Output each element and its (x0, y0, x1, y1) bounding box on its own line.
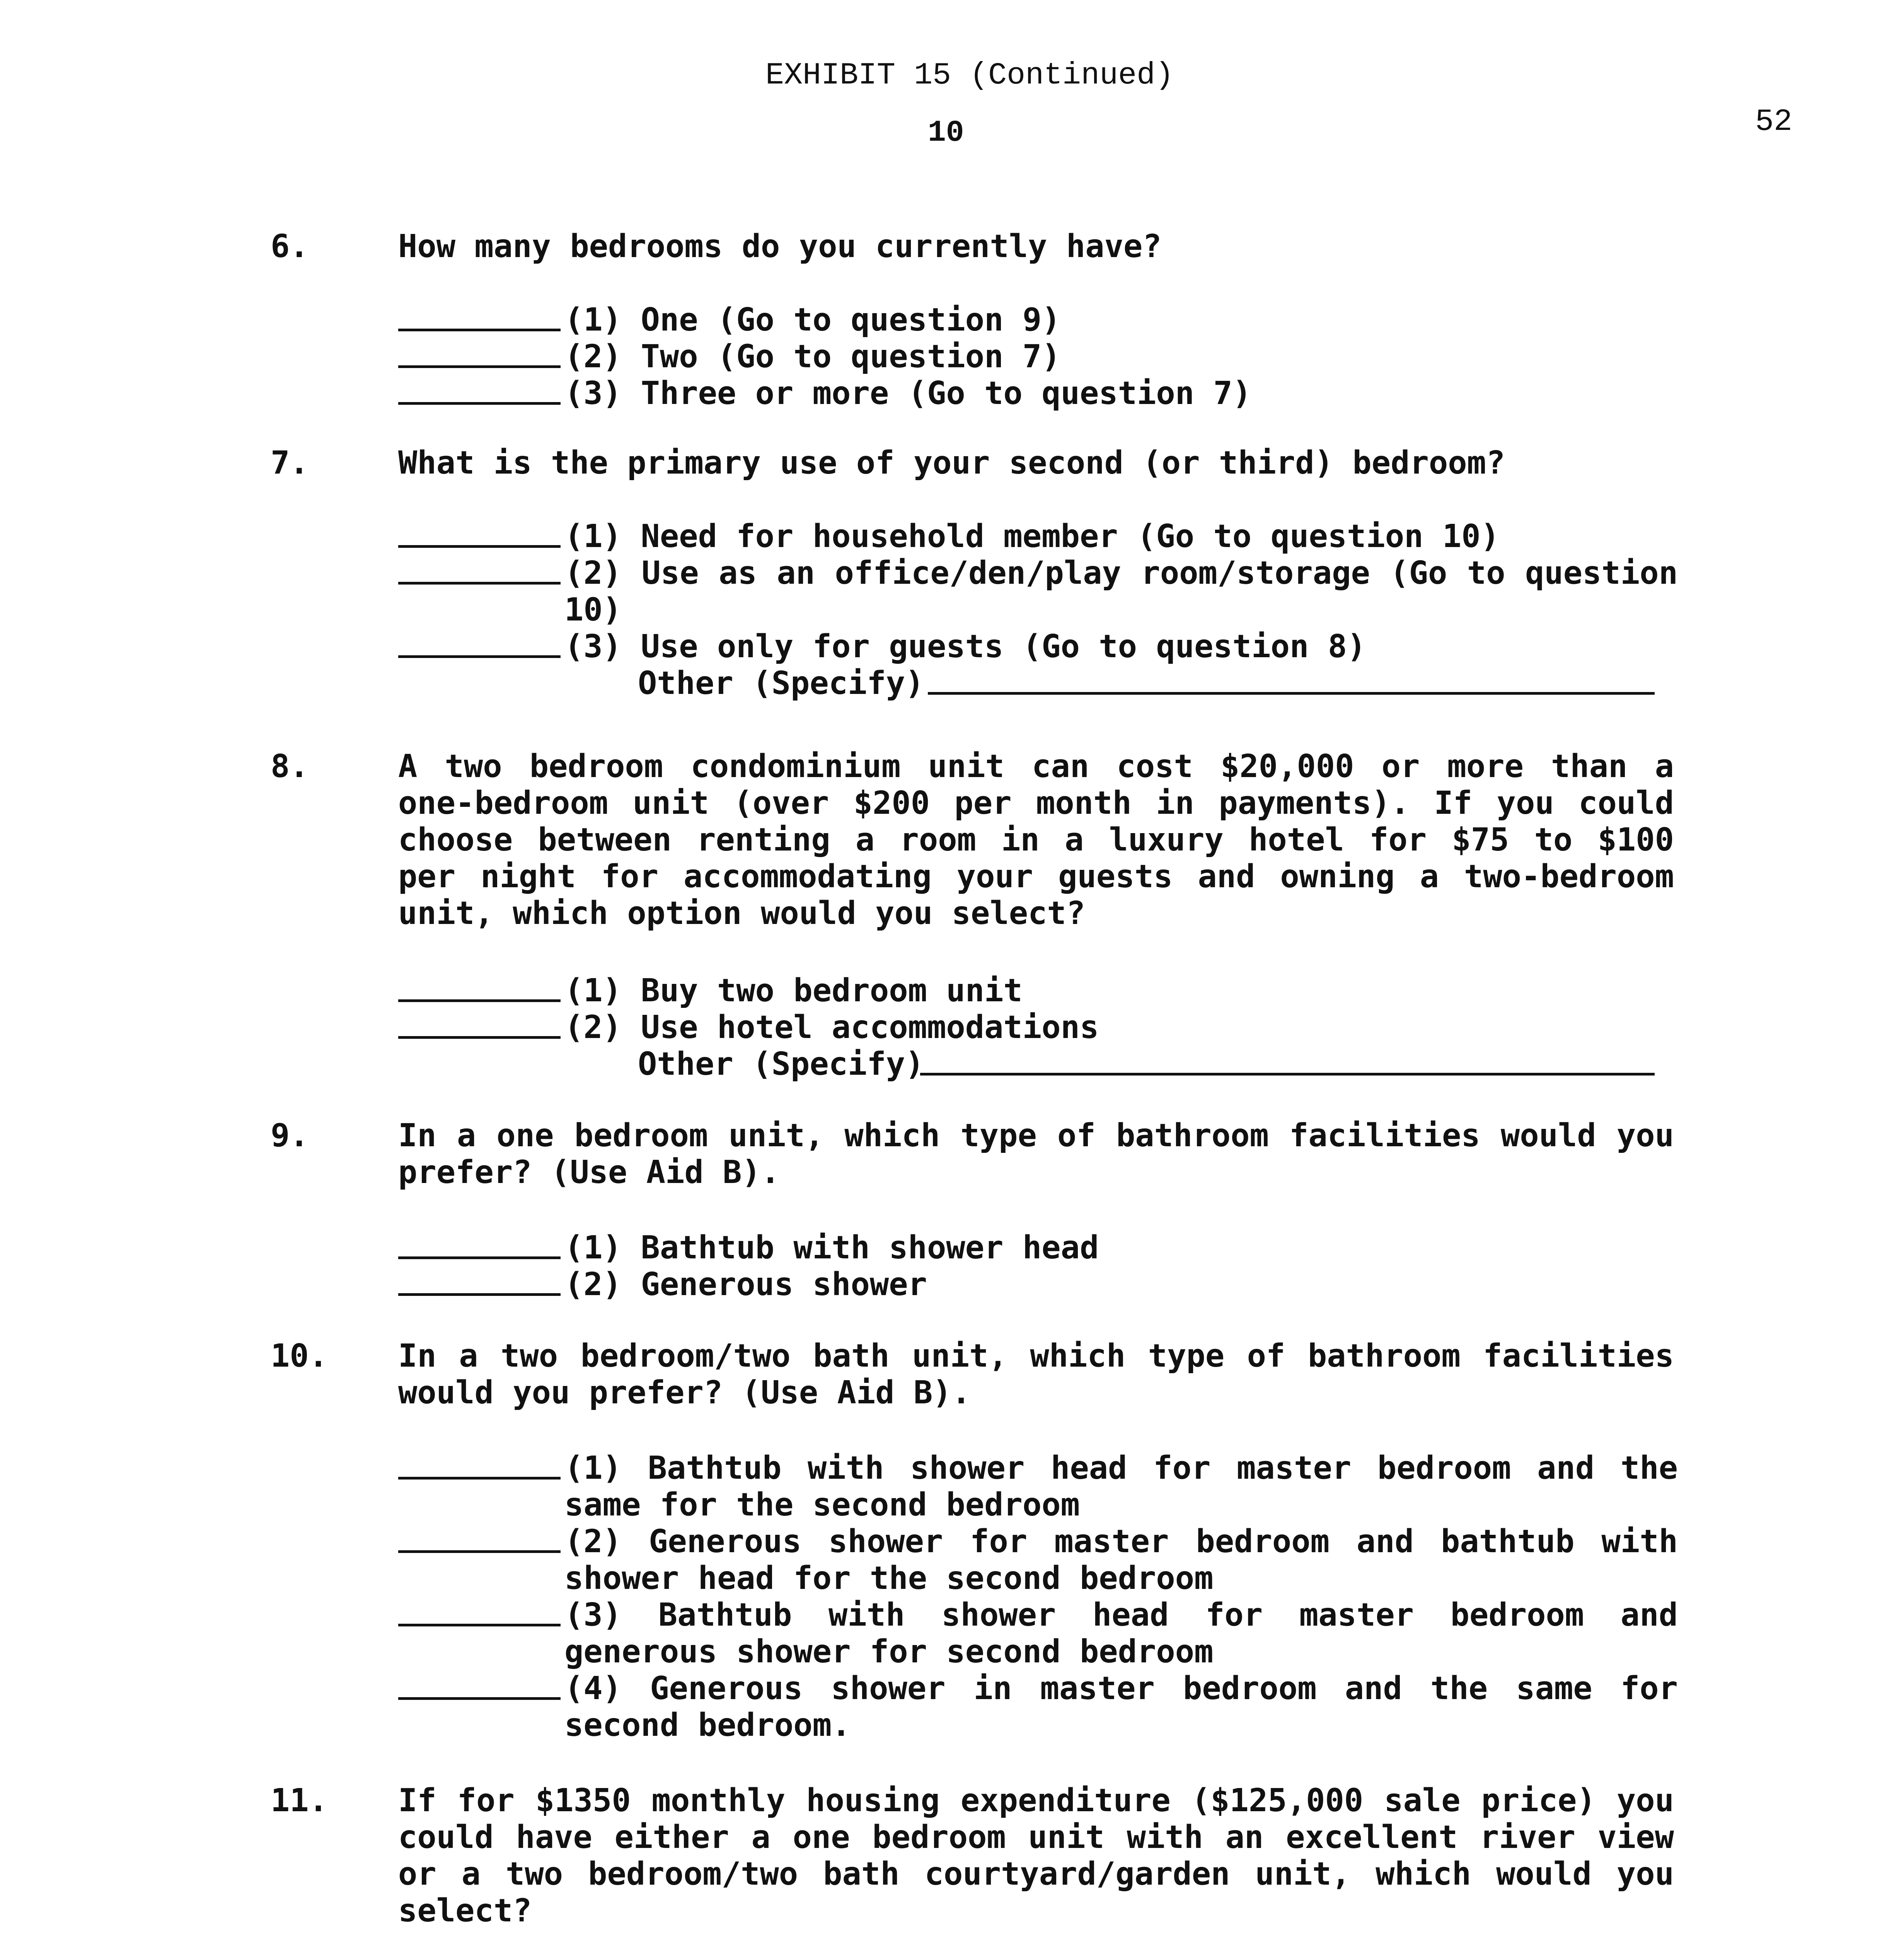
answer-blank[interactable] (398, 1624, 561, 1626)
option-label: (3) Use only for guests (Go to question 8) (564, 628, 1366, 665)
option-label: (2) Two (Go to question 7) (564, 338, 1061, 375)
answer-blank[interactable] (398, 365, 561, 368)
answer-option (0, 1597, 1904, 1670)
option-label: (3) Three or more (Go to question 7) (564, 375, 1252, 412)
answer-option (0, 338, 1904, 375)
question-number: 11. (271, 1782, 328, 1819)
question-number: 8. (271, 748, 309, 785)
option-label: (1) One (Go to question 9) (564, 302, 1061, 338)
answer-blank[interactable] (398, 1293, 561, 1296)
question-text: In a one bedroom unit, which type of bathroom facilities would you prefer? (Use Aid B). (398, 1117, 1674, 1191)
option-label: (4) Generous shower in master bedroom and the same for second bedroom. (564, 1670, 1678, 1744)
answer-option (0, 375, 1904, 412)
question-text: In a two bedroom/two bath unit, which type of bathroom facilities would you prefer? (Use Aid B). (398, 1338, 1674, 1411)
question-number: 10. (271, 1338, 328, 1374)
question-number: 6. (271, 228, 309, 265)
answer-blank[interactable] (398, 655, 561, 658)
other-specify-field[interactable] (920, 1073, 1655, 1076)
answer-option (0, 972, 1904, 1009)
answer-option (0, 518, 1904, 555)
question-text: What is the primary use of your second (or third) bedroom? (398, 445, 1505, 481)
option-label: (1) Bathtub with shower head for master bedroom and the same for the second bedroom (564, 1450, 1678, 1523)
answer-option (0, 1670, 1904, 1744)
option-label: (2) Generous shower (564, 1266, 927, 1303)
option-label: (1) Buy two bedroom unit (564, 972, 1023, 1009)
option-label: (1) Need for household member (Go to question 10) (564, 518, 1500, 555)
question-number: 7. (271, 445, 309, 481)
other-specify-label: Other (Specify) (638, 1046, 924, 1082)
option-label: (2) Use hotel accommodations (564, 1009, 1099, 1046)
answer-blank[interactable] (398, 1036, 561, 1039)
answer-blank[interactable] (398, 1697, 561, 1700)
other-specify-field[interactable] (928, 692, 1655, 695)
answer-option (0, 1229, 1904, 1266)
option-label: (2) Use as an office/den/play room/storage (Go to question 10) (564, 555, 1678, 628)
answer-option (0, 628, 1904, 665)
question-text: How many bedrooms do you currently have? (398, 228, 1162, 265)
answer-option (0, 1523, 1904, 1597)
sub-page-number: 10 (928, 116, 964, 150)
answer-blank[interactable] (398, 1256, 561, 1259)
answer-option (0, 1450, 1904, 1523)
answer-blank[interactable] (398, 329, 561, 331)
answer-blank[interactable] (398, 545, 561, 548)
option-label: (3) Bathtub with shower head for master bedroom and generous shower for second bedroom (564, 1597, 1678, 1670)
page-number: 52 (1755, 104, 1793, 140)
answer-option (0, 1009, 1904, 1046)
answer-blank[interactable] (398, 1550, 561, 1553)
question-number: 9. (271, 1117, 309, 1154)
answer-blank[interactable] (398, 1477, 561, 1480)
option-label: (2) Generous shower for master bedroom and bathtub with shower head for the second bedroom (564, 1523, 1678, 1597)
option-label: (1) Bathtub with shower head (564, 1229, 1099, 1266)
question-text: A two bedroom condominium unit can cost $20,000 or more than a one-bedroom unit (over $200 per month in payments). If you could choose between renting a room in a luxury hotel for $75 to $100 per night for accommodating your guests and owning a two-bedroom unit, which option would you select? (398, 748, 1674, 932)
exhibit-heading: EXHIBIT 15 (Continued) (765, 58, 1174, 93)
answer-option (0, 302, 1904, 338)
question-text: If for $1350 monthly housing expenditure ($125,000 sale price) you could have either a one bedroom unit with an excellent river view or a two bedroom/two bath courtyard/garden unit, which would you select? (398, 1782, 1674, 1929)
answer-option (0, 1266, 1904, 1303)
answer-blank[interactable] (398, 999, 561, 1002)
answer-option (0, 555, 1904, 628)
answer-blank[interactable] (398, 402, 561, 405)
answer-blank[interactable] (398, 582, 561, 585)
other-specify-label: Other (Specify) (638, 665, 924, 702)
